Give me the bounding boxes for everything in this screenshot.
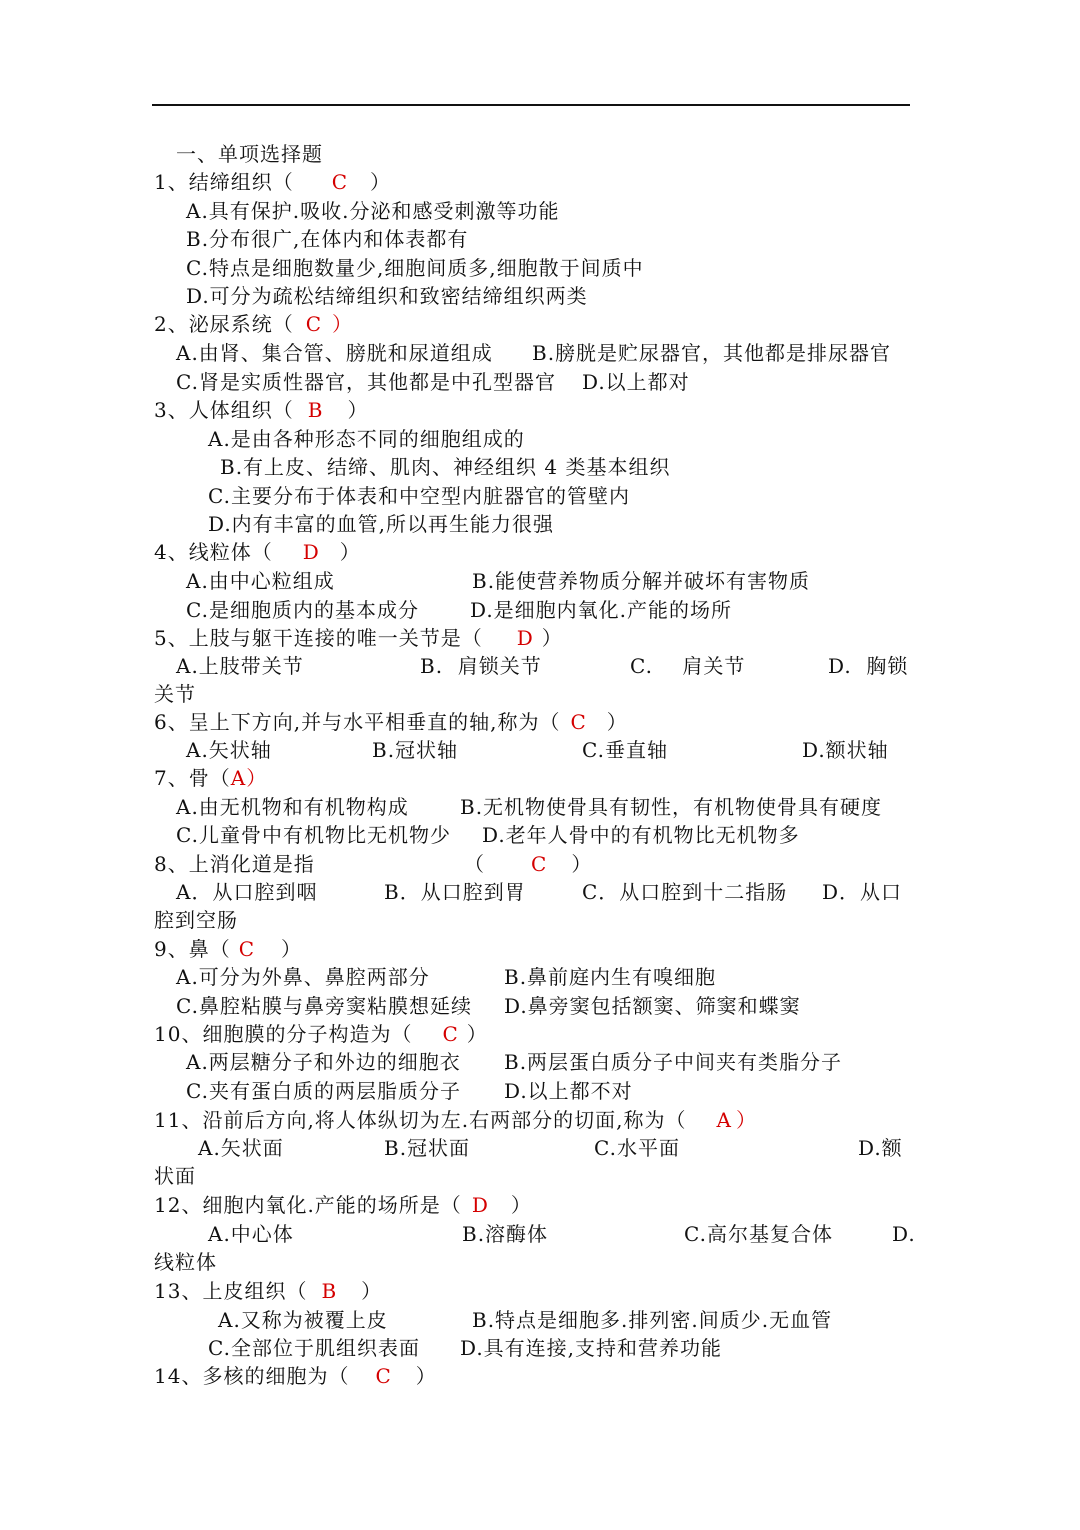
q1-option-a: A.具有保护.吸收.分泌和感受刺激等功能 bbox=[186, 199, 560, 223]
q12-option-d: D. bbox=[892, 1222, 916, 1246]
answer-11: A bbox=[716, 1108, 732, 1132]
answer-10: C bbox=[442, 1022, 459, 1046]
q8-option-d: D．从口 bbox=[822, 880, 903, 904]
q2-option-b: B.膀胱是贮尿器官，其他都是排尿器官 bbox=[532, 341, 892, 365]
q12-option-b: B.溶酶体 bbox=[462, 1222, 549, 1246]
q3-option-a: A.是由各种形态不同的细胞组成的 bbox=[208, 427, 525, 451]
q5-option-a: A.上肢带关节 bbox=[176, 654, 304, 678]
q10-option-a: A.两层糖分子和外边的细胞衣 bbox=[186, 1050, 461, 1074]
question-5: 5、上肢与躯干连接的唯一关节是（ D ） bbox=[154, 626, 563, 650]
q10-option-d: D.以上都不对 bbox=[504, 1079, 633, 1103]
question-12: 12、细胞内氧化.产能的场所是（ D ） bbox=[154, 1193, 532, 1217]
question-14: 14、多核的细胞为（ C ） bbox=[154, 1364, 437, 1388]
q13-option-a: A.又称为被覆上皮 bbox=[218, 1308, 388, 1332]
q7-option-a: A.由无机物和有机物构成 bbox=[176, 795, 409, 819]
q11-option-b: B.冠状面 bbox=[384, 1136, 471, 1160]
question-7: 7、骨（A） bbox=[154, 766, 268, 790]
q7-option-c: C.儿童骨中有机物比无机物少 bbox=[176, 823, 451, 847]
q3-option-b: B.有上皮、结缔、肌肉、神经组织 4 类基本组织 bbox=[220, 455, 671, 479]
q1-option-d: D.可分为疏松结缔组织和致密结缔组织两类 bbox=[186, 284, 588, 308]
q8-option-d-wrap: 腔到空肠 bbox=[154, 908, 238, 932]
q11-option-d: D.额 bbox=[858, 1136, 903, 1160]
q5-option-b: B. 肩锁关节 bbox=[420, 654, 542, 678]
question-4: 4、线粒体（ D ） bbox=[154, 540, 361, 564]
q4-option-b: B.能使营养物质分解并破坏有害物质 bbox=[472, 569, 811, 593]
answer-9: C bbox=[238, 937, 256, 961]
q5-option-d-wrap: 关节 bbox=[154, 682, 196, 706]
question-13: 13、上皮组织（ B ） bbox=[154, 1279, 383, 1303]
q9-option-b: B.鼻前庭内生有嗅细胞 bbox=[504, 965, 717, 989]
q6-option-b: B.冠状轴 bbox=[372, 738, 459, 762]
answer-5: D bbox=[516, 626, 534, 650]
answer-14: C bbox=[375, 1364, 392, 1388]
q2-option-c: C.肾是实质性器官，其他都是中孔型器官 bbox=[176, 370, 556, 394]
q7-option-b: B.无机物使骨具有韧性，有机物使骨具有硬度 bbox=[460, 795, 883, 819]
q1-option-b: B.分布很广,在体内和体表都有 bbox=[186, 227, 469, 251]
answer-7: A bbox=[230, 766, 247, 790]
question-8: 8、上消化道是指 bbox=[154, 852, 315, 876]
q5-option-d: D. 胸锁 bbox=[828, 654, 909, 678]
q1-option-c: C.特点是细胞数量少,细胞间质多,细胞散于间质中 bbox=[186, 256, 644, 280]
q9-option-a: A.可分为外鼻、鼻腔两部分 bbox=[176, 965, 430, 989]
q11-option-d-wrap: 状面 bbox=[154, 1164, 196, 1188]
q4-option-a: A.由中心粒组成 bbox=[186, 569, 335, 593]
q13-option-b: B.特点是细胞多.排列密.间质少.无血管 bbox=[472, 1308, 833, 1332]
question-6: 6、呈上下方向,并与水平相垂直的轴,称为（ C ） bbox=[154, 710, 628, 734]
q4-option-c: C.是细胞质内的基本成分 bbox=[186, 598, 419, 622]
question-11: 11、沿前后方向,将人体纵切为左.右两部分的切面,称为（ A ） bbox=[154, 1108, 757, 1132]
q10-option-b: B.两层蛋白质分子中间夹有类脂分子 bbox=[504, 1050, 843, 1074]
answer-13: B bbox=[321, 1279, 338, 1303]
q12-option-a: A.中心体 bbox=[208, 1222, 294, 1246]
q13-option-c: C.全部位于肌组织表面 bbox=[208, 1336, 420, 1360]
q4-option-d: D.是细胞内氧化.产能的场所 bbox=[470, 598, 733, 622]
q3-option-d: D.内有丰富的血管,所以再生能力很强 bbox=[208, 512, 555, 536]
q12-option-d-wrap: 线粒体 bbox=[154, 1250, 217, 1274]
q7-option-d: D.老年人骨中的有机物比无机物多 bbox=[482, 823, 800, 847]
answer-8: C bbox=[531, 852, 548, 876]
q3-option-c: C.主要分布于体表和中空型内脏器官的管壁内 bbox=[208, 484, 630, 508]
q12-option-c: C.高尔基复合体 bbox=[684, 1222, 833, 1246]
question-8-blank: （ C ） bbox=[464, 852, 593, 876]
header-rule bbox=[152, 104, 910, 106]
q11-option-a: A.矢状面 bbox=[198, 1136, 284, 1160]
q8-option-a: A．从口腔到咽 bbox=[176, 880, 318, 904]
answer-2: C bbox=[305, 312, 323, 336]
q11-option-c: C.水平面 bbox=[594, 1136, 680, 1160]
section-title: 一、单项选择题 bbox=[176, 142, 323, 166]
answer-12: D bbox=[471, 1193, 489, 1217]
q13-option-d: D.具有连接,支持和营养功能 bbox=[460, 1336, 723, 1360]
question-3: 3、人体组织（ B ） bbox=[154, 398, 369, 422]
q10-option-c: C.夹有蛋白质的两层脂质分子 bbox=[186, 1079, 461, 1103]
answer-4: D bbox=[302, 540, 320, 564]
q2-option-d: D.以上都对 bbox=[582, 370, 690, 394]
answer-6: C bbox=[570, 710, 587, 734]
answer-1: C bbox=[331, 170, 349, 194]
question-2: 2、泌尿系统（ C ） bbox=[154, 312, 354, 336]
question-9: 9、鼻（ C ） bbox=[154, 937, 303, 961]
q5-option-c: C. 肩关节 bbox=[630, 654, 746, 678]
answer-3: B bbox=[307, 398, 324, 422]
q6-option-a: A.矢状轴 bbox=[186, 738, 272, 762]
q6-option-d: D.额状轴 bbox=[802, 738, 889, 762]
q2-option-a: A.由肾、集合管、膀胱和尿道组成 bbox=[176, 341, 493, 365]
q8-option-b: B．从口腔到胃 bbox=[384, 880, 526, 904]
q9-option-d: D.鼻旁窦包括额窦、筛窦和蝶窦 bbox=[504, 994, 801, 1018]
q9-option-c: C.鼻腔粘膜与鼻旁窦粘膜想延续 bbox=[176, 994, 472, 1018]
q6-option-c: C.垂直轴 bbox=[582, 738, 668, 762]
question-10: 10、细胞膜的分子构造为（ C ） bbox=[154, 1022, 488, 1046]
q8-option-c: C．从口腔到十二指肠 bbox=[582, 880, 788, 904]
question-1: 1、结缔组织（ C ） bbox=[154, 170, 392, 194]
